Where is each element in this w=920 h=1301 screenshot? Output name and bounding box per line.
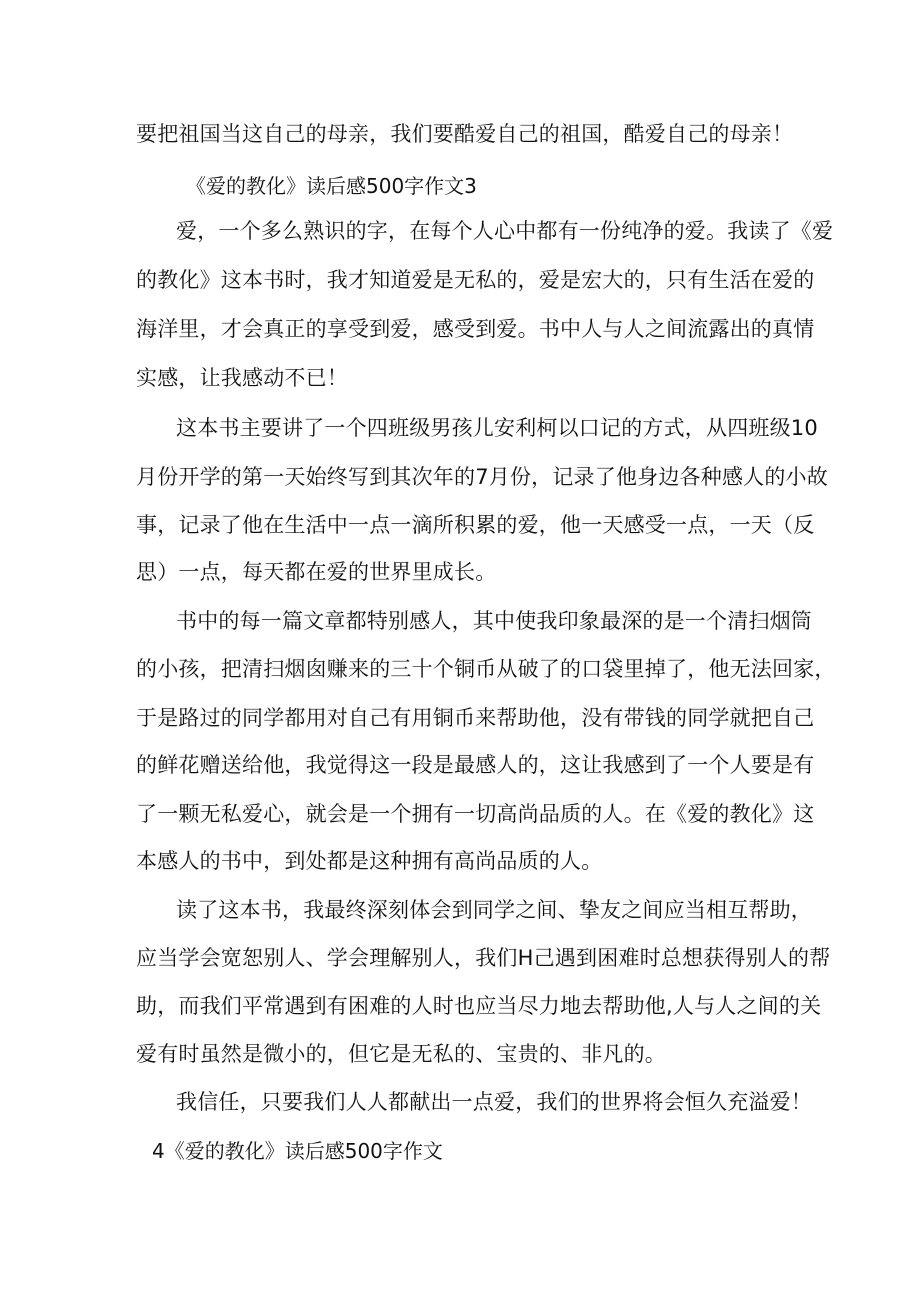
paragraph-line: 于是路过的同学都用对自己有用铜币来帮助他，没有带钱的同学就把自己 [136,706,815,730]
paragraph-line: 爱有时虽然是微小的，但它是无私的、宝贵的、非凡的。 [136,1042,666,1066]
paragraph-line: 助，而我们平常遇到有困难的人时也应当尽力地去帮助他,人与人之间的关 [136,994,822,1018]
paragraph-line: 这本书主要讲了一个四班级男孩儿安利柯以口记的方式，从四班级10 [176,416,818,440]
paragraph-line: 的鲜花赠送给他，我觉得这一段是最感人的，这让我感到了一个人要是有 [136,753,815,777]
section-heading-3: 《爱的教化》读后感500字作文3 [186,174,477,198]
paragraph-line: 我信任，只要我们人人都献出一点爱，我们的世界将会恒久充溢爱！ [176,1090,812,1114]
paragraph-line: 的教化》这本书时，我才知道爱是无私的，爱是宏大的，只有生活在爱的 [136,268,815,292]
paragraph-line: 了一颗无私爱心，就会是一个拥有一切高尚品质的人。在《爱的教化》这 [136,802,815,826]
paragraph-line: 的小孩，把清扫烟囱赚来的三十个铜币从破了的口袋里掉了，他无法回家， [136,657,836,681]
opening-line: 要把祖国当这自己的母亲，我们要酷爱自己的祖国，酷爱自己的母亲！ [136,122,794,146]
paragraph-line: 读了这本书，我最终深刻体会到同学之间、挚友之间应当相互帮助， [176,898,812,922]
paragraph-line: 实感，让我感动不已！ [136,366,348,390]
paragraph-line: 月份开学的第一天始终写到其次年的7月份，记录了他身边各种感人的小故 [136,465,828,489]
paragraph-line: 应当学会宽恕别人、学会理解别人，我们H己遇到困难时总想获得别人的帮 [136,946,831,970]
paragraph-line: 本感人的书中，到处都是这种拥有高尚品质的人。 [136,849,603,873]
paragraph-line: 书中的每一篇文章都特别感人，其中使我印象最深的是一个清扫烟筒 [176,609,812,633]
paragraph-line: 海洋里，才会真正的享受到爱，感受到爱。书中人与人之间流露出的真情 [136,317,815,341]
paragraph-line: 事，记录了他在生活中一点一滴所积累的爱，他一天感受一点，一天（反 [136,513,815,537]
paragraph-line: 爱，一个多么熟识的字，在每个人心中都有一份纯净的爱。我读了《爱 [176,219,834,243]
paragraph-line: 思）一点，每天都在爱的世界里成长。 [136,560,497,584]
section-heading-4: 4《爱的教化》读后感500字作文 [152,1139,443,1163]
